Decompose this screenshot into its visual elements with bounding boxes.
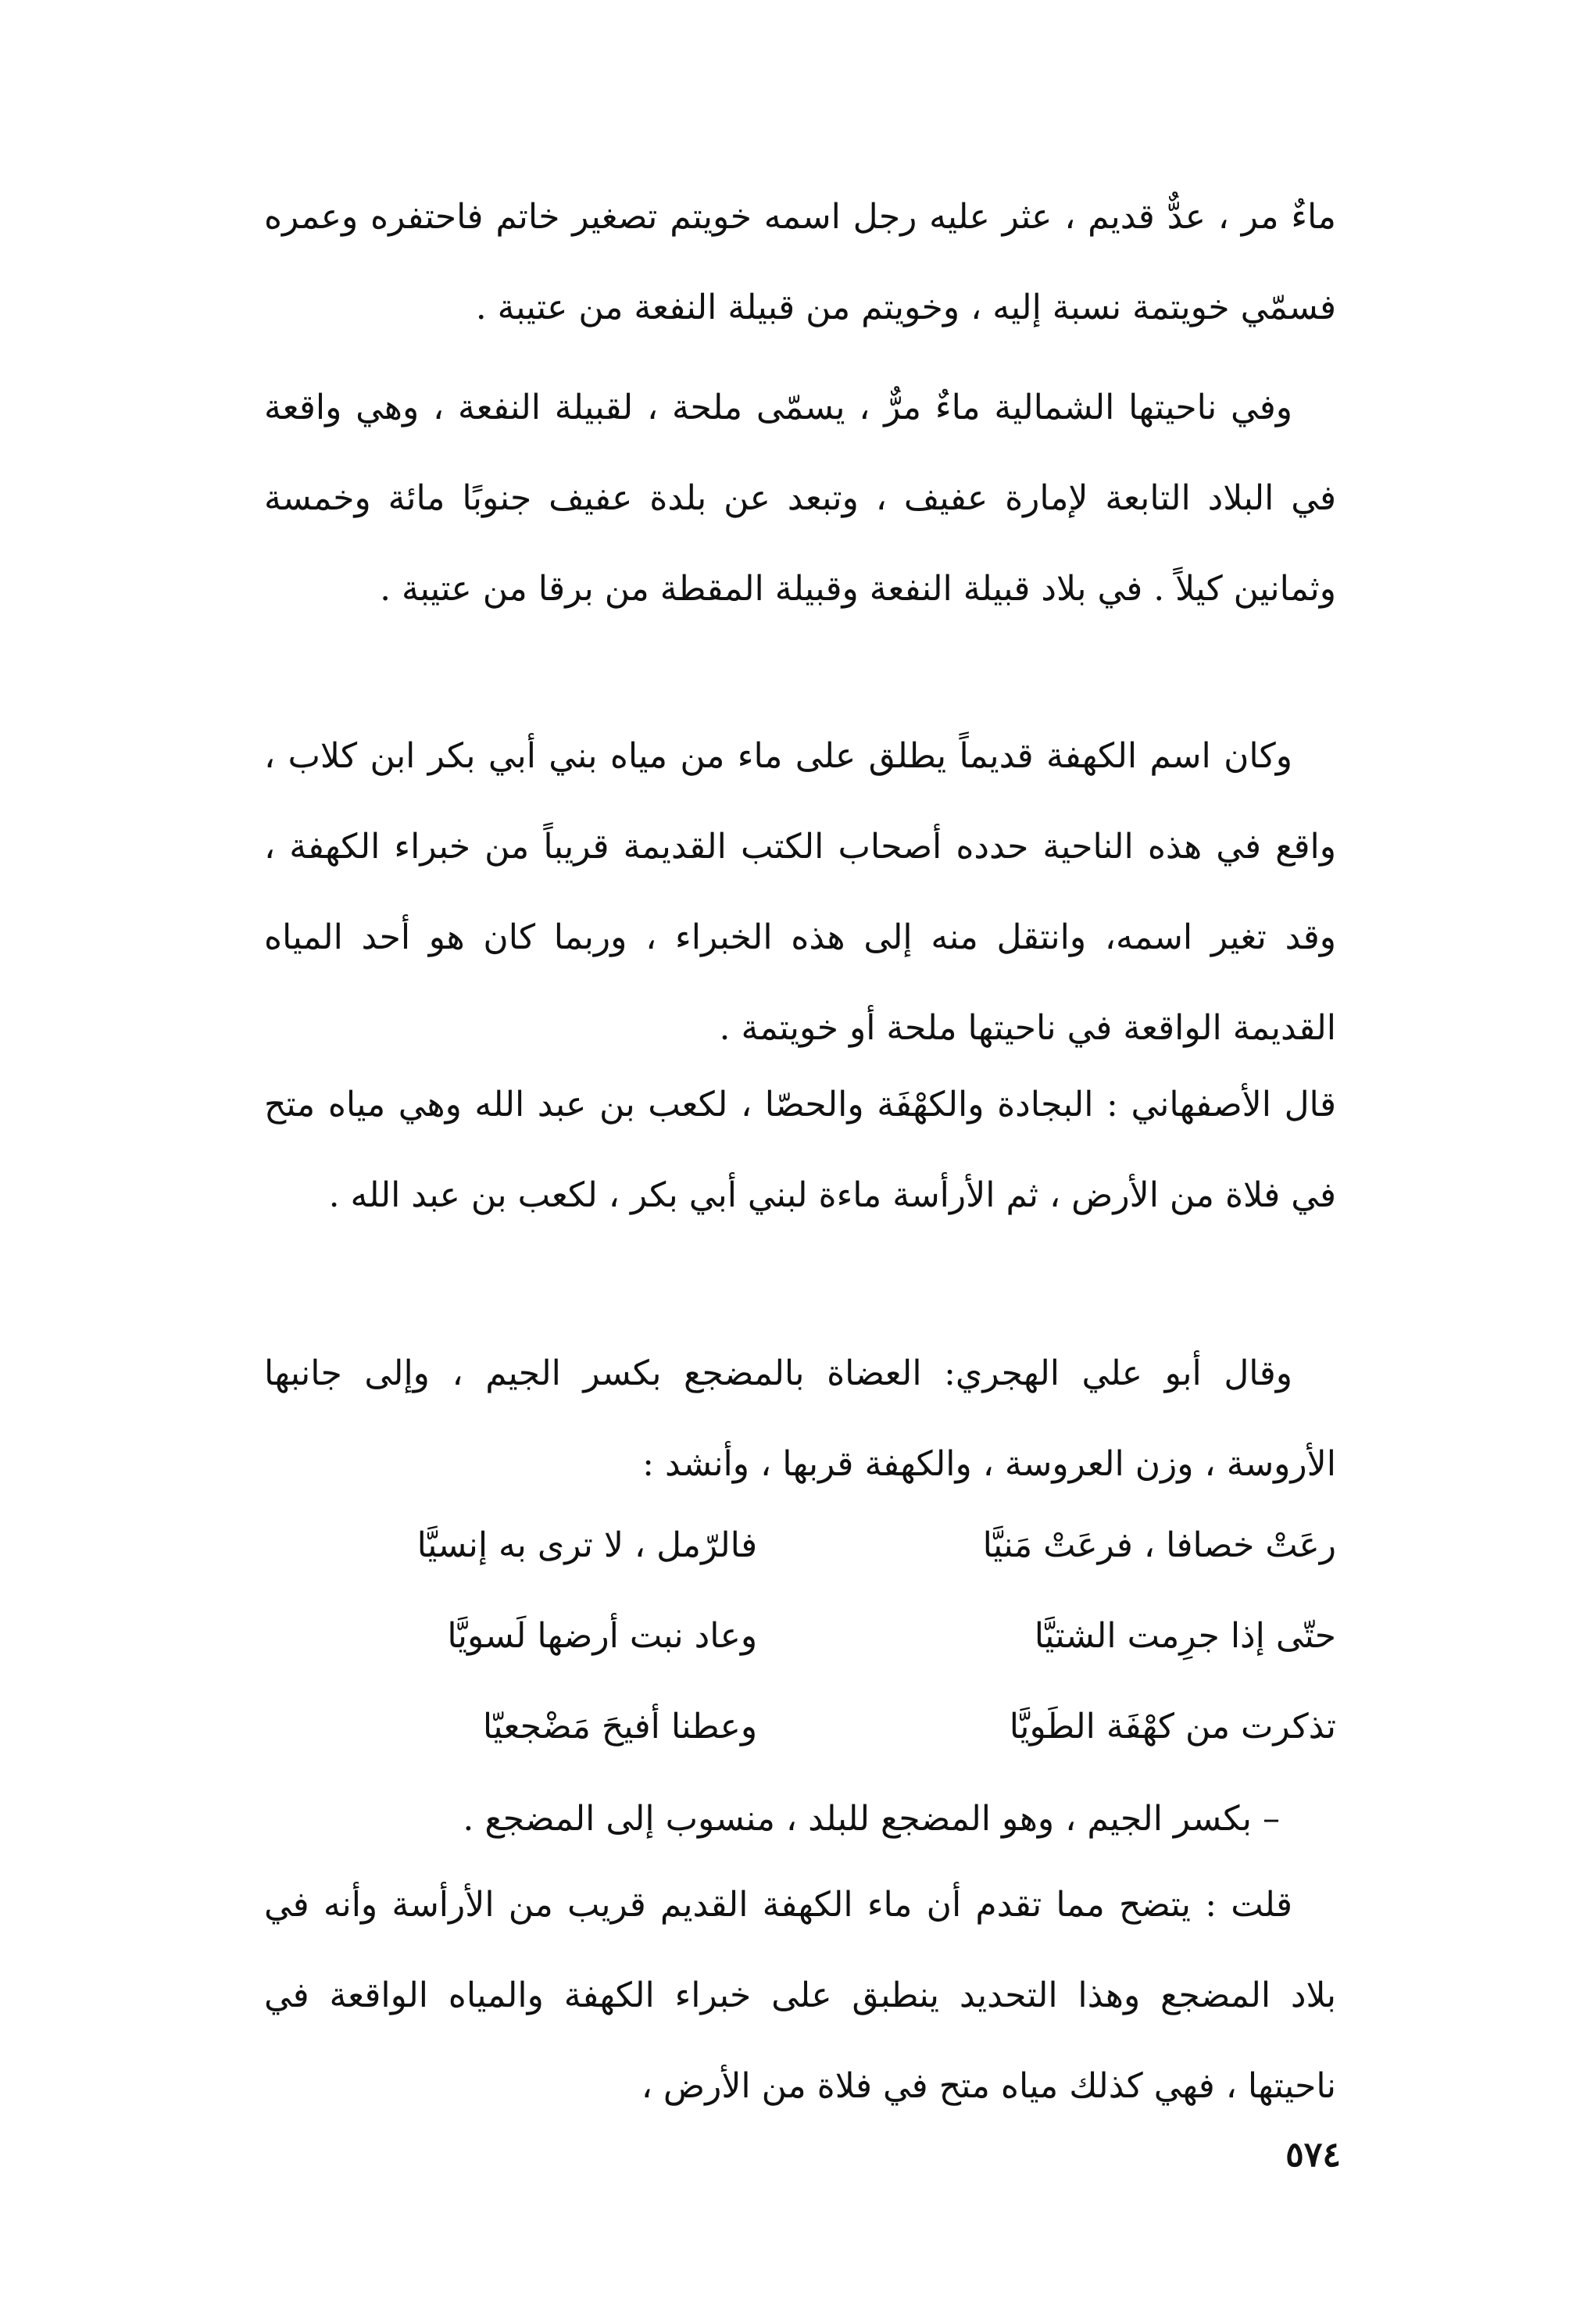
verse-line [264, 1591, 1336, 1682]
paragraph-isfahani-quote [264, 1060, 1336, 1241]
verse-line [264, 1682, 1336, 1772]
footnote-line: – بكسر الجيم ، وهو المضجع للبلد ، منسوب إلى المضجع . [463, 1799, 1280, 1839]
paragraph-text: وقال أبو علي الهجري: العضاة بالمضجع بكسر الجيم ، وإلى جانبها الأروسة ، وزن العروسة ، والكهفة قربها ، وأنشد : [264, 1353, 1336, 1484]
verse-second-hemistich: فالرّمل ، لا ترى به إنسيَّا [416, 1525, 758, 1565]
paragraph-conclusion [264, 1860, 1336, 2132]
paragraph-malha [264, 363, 1336, 635]
paragraph-text: قال الأصفهاني : البجادة والكهْفَة والحصّا ، لكعب بن عبد الله وهي مياه متح في فلاة من الأرض ، ثم الأرأسة ماءة لبني أبي بكر ، لكعب بن عبد الله . [264, 1085, 1336, 1215]
paragraph-kahfah-history [264, 711, 1336, 1074]
poem-verses [264, 1500, 1336, 1772]
paragraph-text: وفي ناحيتها الشمالية ماءٌ مرٌّ ، يسمّى ملحة ، لقبيلة النفعة ، وهي واقعة في البلاد التابعة لإمارة عفيف ، وتبعد عن بلدة عفيف جنوبًا مائة وخمسة وثمانين كيلاً . في بلاد قبيلة النفعة وقبيلة المقطة من برقا من عتيبة . [264, 388, 1336, 609]
paragraph-text: ماءٌ مر ، عدٌّ قديم ، عثر عليه رجل اسمه خويتم تصغير خاتم فاحتفره وعمره فسمّي خويتمة نسبة إليه ، وخويتم من قبيلة النفعة من عتيبة . [264, 197, 1336, 327]
verse-line [264, 1500, 1336, 1591]
page-number: ٥٧٤ [1285, 2135, 1341, 2175]
paragraph-khuwaytimah [264, 172, 1336, 353]
verse-first-hemistich: تذكرت من كهْفَة الطَويَّا [1009, 1707, 1336, 1747]
verse-second-hemistich: وعاد نبت أرضها لَسويَّا [447, 1616, 758, 1656]
paragraph-text: وكان اسم الكهفة قديماً يطلق على ماء من مياه بني أبي بكر ابن كلاب ، واقع في هذه الناحية حدده أصحاب الكتب القديمة قريباً من خبراء الكهفة ، وقد تغير اسمه، وانتقل منه إلى هذه الخبراء ، وربما كان هو أحد المياه القديمة الواقعة في ناحيتها ملحة أو خويتمة . [264, 736, 1336, 1048]
verse-first-hemistich: حتّى إذا جرِمت الشتيَّا [1034, 1616, 1336, 1656]
verse-first-hemistich: رعَتْ خصافا ، فرعَتْ مَنيَّا [982, 1525, 1336, 1565]
verse-second-hemistich: وعطنا أفيحَ مَضْجعيّا [482, 1707, 758, 1747]
paragraph-text: قلت : يتضح مما تقدم أن ماء الكهفة القديم قريب من الأرأسة وأنه في بلاد المضجع وهذا التحديد ينطبق على خبراء الكهفة والمياه الواقعة في ناحيتها ، فهي كذلك مياه متح في فلاة من الأرض ، [264, 1885, 1336, 2106]
paragraph-hajari-quote [264, 1328, 1336, 1510]
